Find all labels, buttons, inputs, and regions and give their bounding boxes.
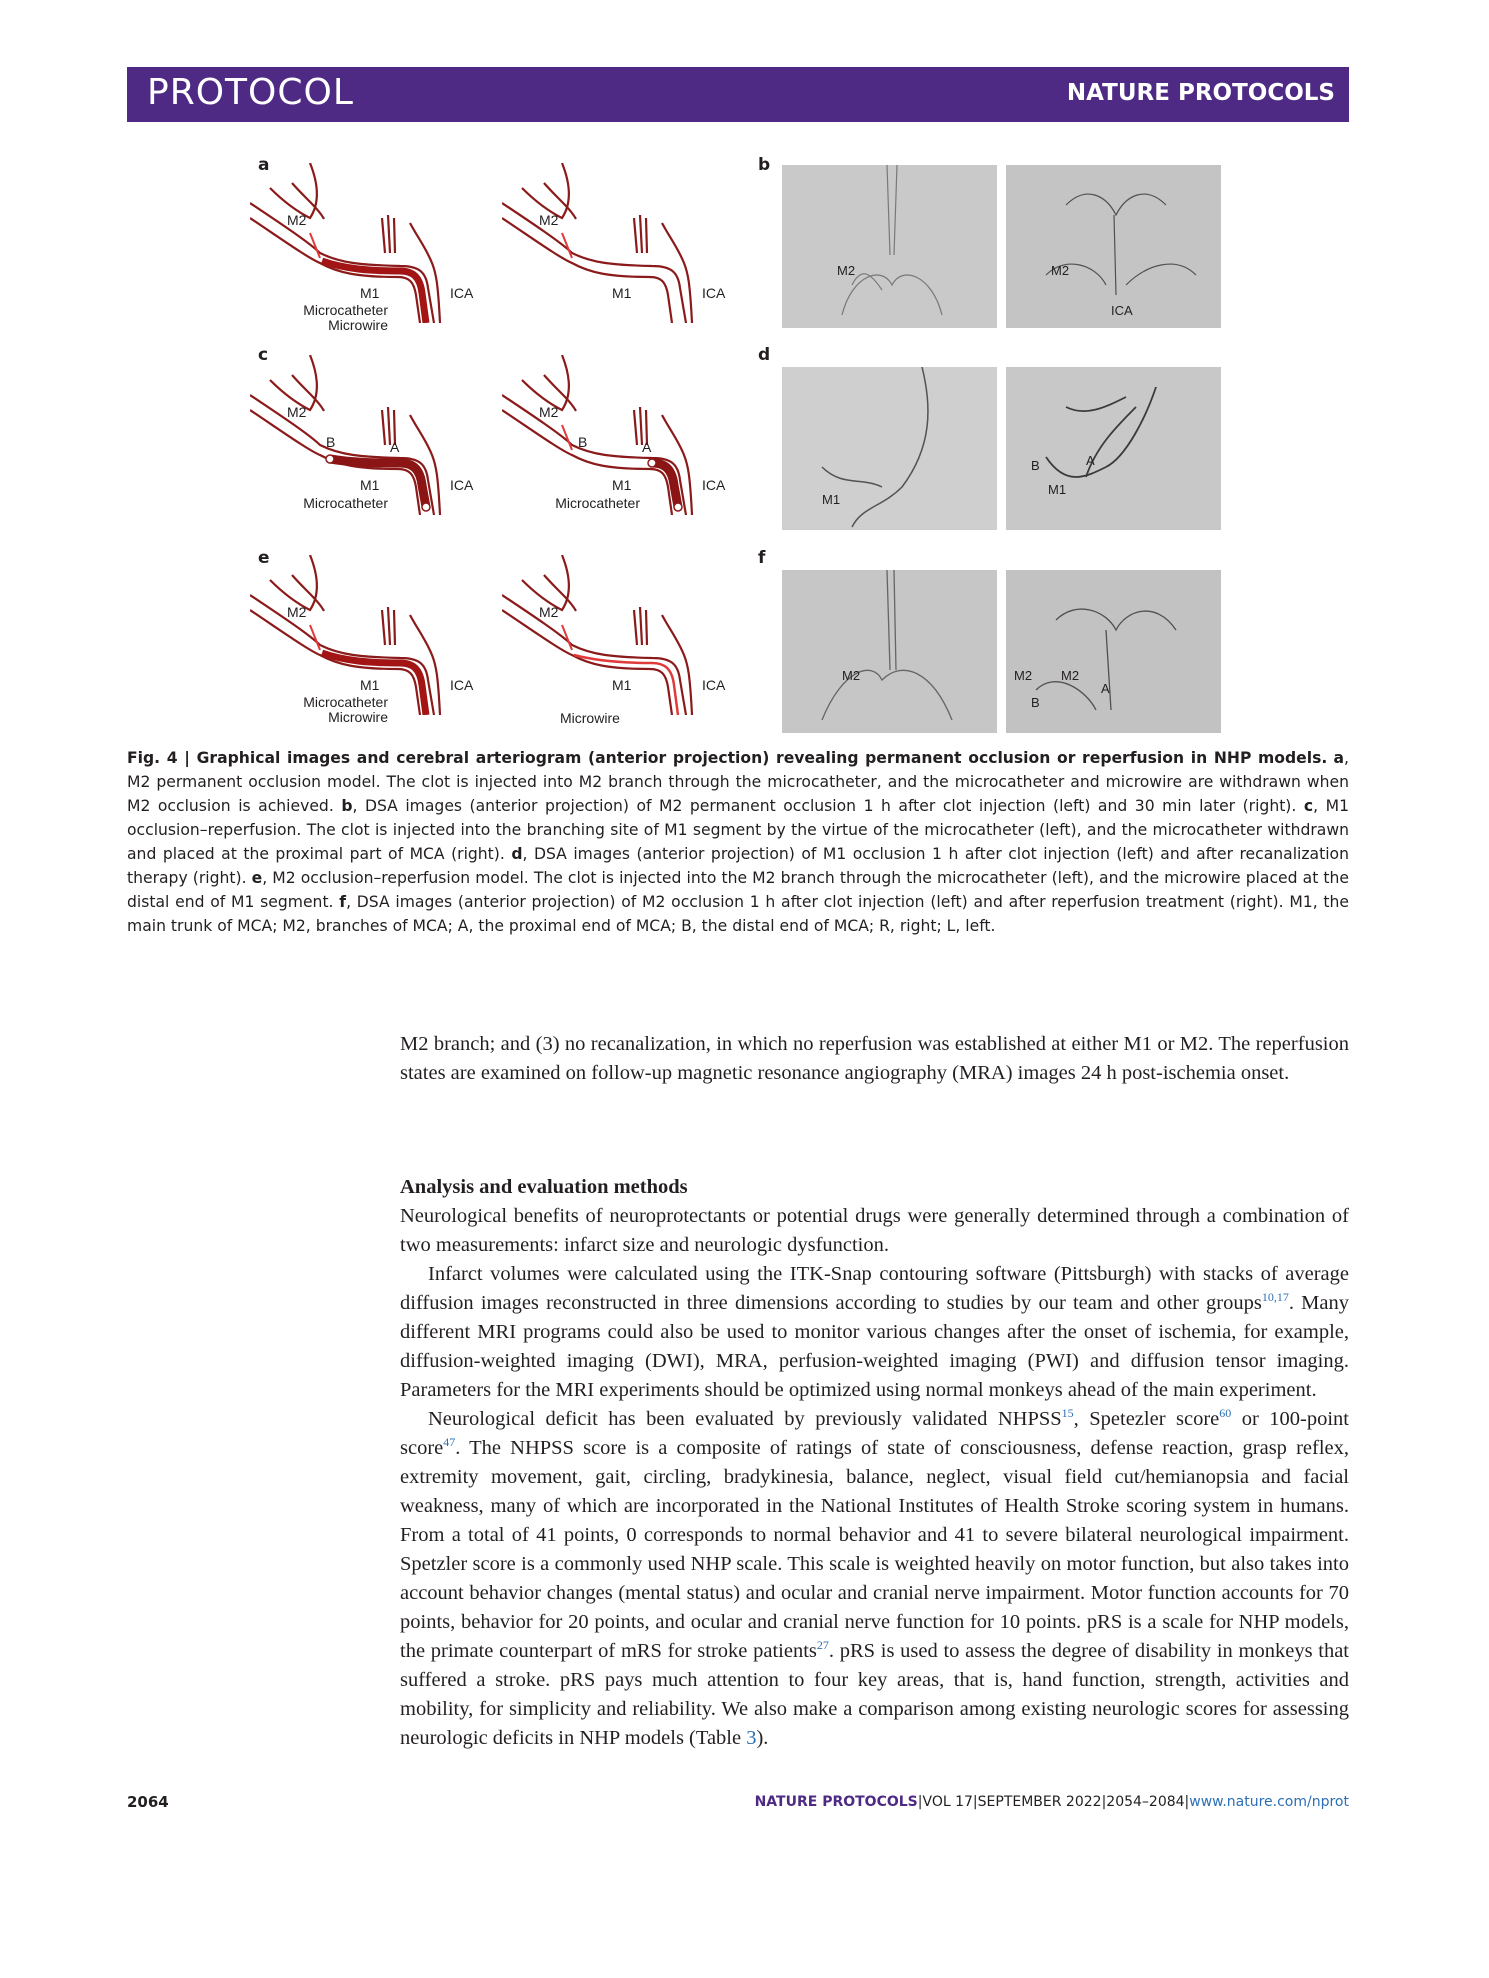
svg-text:B: B [326,434,336,450]
diagram-c-left [250,355,500,515]
svg-text:M1: M1 [612,677,632,693]
body-text-main [400,1173,1349,1753]
label-m1: M1 [360,285,380,301]
svg-text:ICA: ICA [702,677,726,693]
svg-text:M1: M1 [612,477,632,493]
label-microwire: Microwire [328,317,388,333]
svg-text:M2: M2 [842,668,861,683]
svg-text:ICA: ICA [1111,303,1133,318]
dsa-d-left [782,367,997,530]
diagram-c-right [502,355,752,515]
diagram-a-left [250,163,500,323]
svg-text:M2: M2 [287,404,307,420]
citation[interactable]: 60 [1219,1406,1232,1421]
svg-text:A: A [1086,453,1095,468]
footer-citation: NATURE PROTOCOLS|VOL 17|SEPTEMBER 2022|2054–2084|www.nature.com/nprot [754,1794,1349,1810]
svg-text:ICA: ICA [450,477,474,493]
paragraph-3: Infarct volumes were calculated using the ITK-Snap contouring software (Pittsburgh) with stacks of average diffusion images reconstructed in three dimensions according to studies by our team and other groups$^{10,17}$. Many different MRI programs could also be used to monitor various changes after the onset of ischemia, for example, diffusion-weighted imaging (DWI), MRA, perfusion-weighted imaging (PWI) and diffusion tensor imaging. Parameters for the MRI experiments should be optimized using normal monkeys ahead of the main experiment. [400,1263,1350,1401]
body-text-top [400,1030,1349,1088]
dsa-b-right [1006,165,1221,328]
svg-text:M1: M1 [360,677,380,693]
section-heading: Analysis and evaluation methods [400,1176,688,1198]
svg-text:B: B [578,434,588,450]
panel-label-c: c [258,345,269,365]
label-microcatheter: Microcatheter [303,302,388,318]
footer-journal: NATURE PROTOCOLS [754,1794,918,1810]
panel-label-f: f [758,548,766,568]
dsa-d-right [1006,367,1221,530]
citation[interactable]: 10,17 [1261,1290,1289,1305]
svg-text:B: B [1031,695,1040,710]
label-microcatheter-c-right: Microcatheter [555,495,640,511]
catheter-labels-a [298,303,388,333]
dsa-b-left [782,165,997,328]
panel-label-b: b [758,155,771,175]
citation[interactable]: 47 [443,1435,456,1450]
svg-text:M1: M1 [1048,482,1067,497]
svg-text:ICA: ICA [702,285,726,301]
section-label: PROTOCOL [147,72,354,113]
journal-name: NATURE PROTOCOLS [1066,80,1335,106]
figure-4 [250,155,1250,740]
svg-text:M1: M1 [822,492,841,507]
svg-text:A: A [1101,681,1110,696]
svg-text:M2: M2 [539,404,559,420]
citation[interactable]: 15 [1061,1406,1074,1421]
svg-text:M1: M1 [360,477,380,493]
label-m2: M2 [287,212,307,228]
svg-text:M2: M2 [1051,263,1070,278]
svg-text:M1: M1 [612,285,632,301]
dsa-f-right [1006,570,1221,733]
diagram-e-left [250,555,500,715]
catheter-labels-e: Microcatheter Microwire [303,694,388,725]
svg-text:M2: M2 [1061,668,1080,683]
svg-text:B: B [1031,458,1040,473]
page-number: 2064 [127,1793,169,1811]
svg-text:M2: M2 [539,604,559,620]
svg-text:A: A [642,439,652,455]
paragraph-2: Neurological benefits of neuroprotectants or potential drugs were generally determined through a combination of two measurements: infarct size and neurologic dysfunction. [400,1205,1349,1256]
header-bar [127,67,1349,122]
diagram-e-right [502,555,752,715]
panel-label-a: a [258,155,270,175]
table-link[interactable]: 3 [746,1727,757,1749]
label-microcatheter-c-left: Microcatheter [303,495,388,511]
svg-text:ICA: ICA [450,677,474,693]
svg-text:A: A [390,439,400,455]
label-microwire-e-right: Microwire [560,710,620,726]
panel-label-d: d [758,345,771,365]
paragraph-4: Neurological deficit has been evaluated by previously validated NHPSS$^{15}$, Spetezler score$^{60}$ or 100-point score$^{47}$. The NHPSS score is a composite of ratings of state of consciousness, defense reaction, grasp reflex, extremity movement, gait, circling, bradykinesia, balance, neglect, visual field cut/hemianopsia and facial weakness, many of which are incorporated in the National Institutes of Health Stroke scoring system in humans. From a total of 41 points, 0 corresponds to normal behavior and 41 to severe bilateral neurological impairment. Spetzler score is a commonly used NHP scale. This scale is weighted heavily on motor function, but also takes into account behavior changes (mental status) and ocular and cranial nerve impairment. Motor function accounts for 70 points, behavior for 20 points, and ocular and cranial nerve function for 10 points. pRS is a scale for NHP models, the primate counterpart of mRS for stroke patients$^{27}$. pRS is used to assess the degree of disability in monkeys that suffered a stroke. pRS pays much attention to four key areas, that is, hand function, strength, activities and mobility, for simplicity and reliability. We also make a comparison among existing neurologic scores for assessing neurologic deficits in NHP models (Table 3). [400,1406,1350,1749]
svg-text:M2: M2 [539,212,559,228]
svg-text:ICA: ICA [702,477,726,493]
label-ica: ICA [450,285,474,301]
citation[interactable]: 27 [816,1638,829,1653]
figure-caption: Fig. 4 | Graphical images and cerebral arteriogram (anterior projection) revealing permanent occlusion or reperfusion in NHP models. a, M2 permanent occlusion model. The clot is injected into M2 branch through the microcatheter, and the microcatheter and microwire are withdrawn when M2 occlusion is achieved. b, DSA images (anterior projection) of M2 permanent occlusion 1 h after clot injection (left) and 30 min later (right). c, M1 occlusion–reperfusion. The clot is injected into the branching site of M1 segment by the virtue of the microcatheter (left), and the microcatheter withdrawn and placed at the proximal part of MCA (right). d, DSA images (anterior projection) of M1 occlusion 1 h after clot injection (left) and after recanalization therapy (right). e, M2 occlusion–reperfusion model. The clot is injected into the M2 branch through the microcatheter (left), and the microwire placed at the distal end of M1 segment. f, DSA images (anterior projection) of M2 occlusion 1 h after clot injection (left) and after reperfusion treatment (right). M1, the main trunk of MCA; M2, branches of MCA; A, the proximal end of MCA; B, the distal end of MCA; R, right; L, left. [127,749,1349,935]
svg-text:M2: M2 [1014,668,1033,683]
paragraph-1: M2 branch; and (3) no recanalization, in which no reperfusion was established at either M1 or M2. The reperfusion states are examined on follow-up magnetic resonance angiography (MRA) images 24 h post-ischemia onset. [400,1033,1349,1084]
diagram-a-right [502,163,752,323]
svg-text:M2: M2 [287,604,307,620]
svg-text:M2: M2 [837,263,856,278]
dsa-f-left [782,570,997,733]
footer-url-link[interactable]: www.nature.com/nprot [1189,1794,1349,1810]
caption-title: Fig. 4 | Graphical images and cerebral arteriogram (anterior projection) revealing permanent occlusion or reperfusion in NHP models. [127,749,1328,767]
panel-label-e: e [258,548,270,568]
